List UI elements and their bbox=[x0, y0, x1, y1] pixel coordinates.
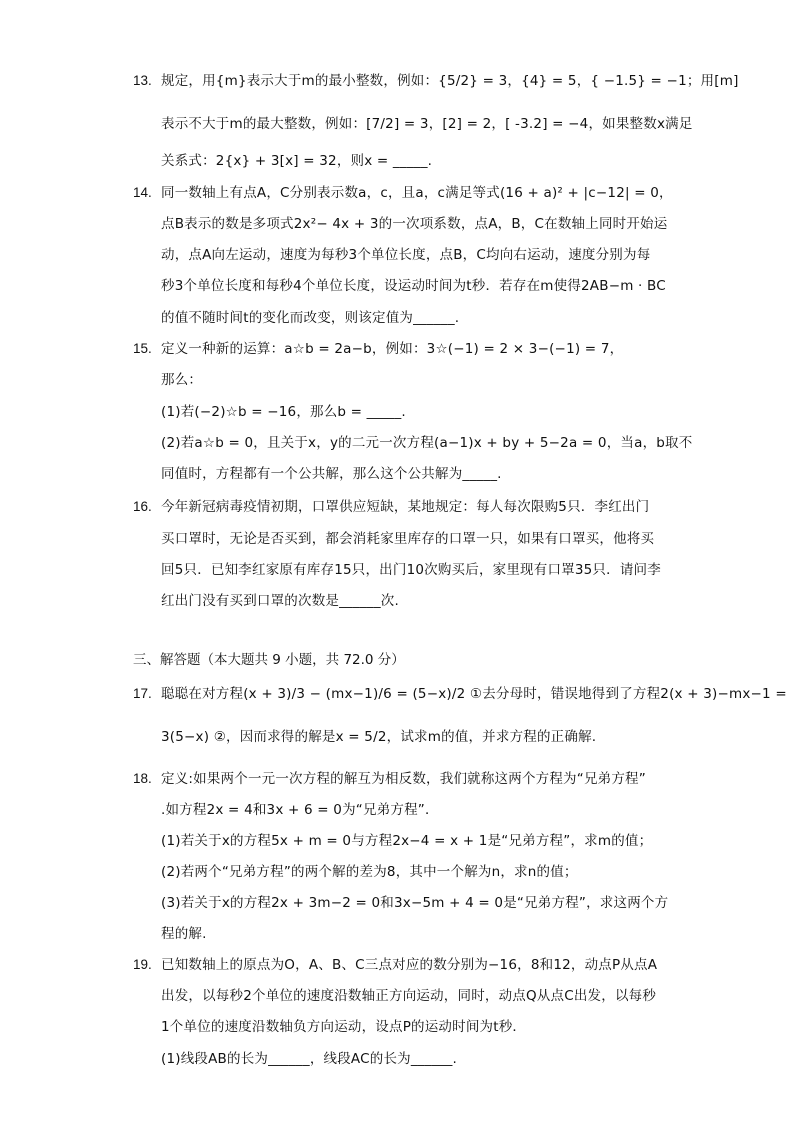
section-heading: 三、解答题（本大题共 9 小题，共 72.0 分） bbox=[133, 652, 405, 668]
problem-text-line: 秒3个单位长度和每秒4个单位长度，设运动时间为t秒．若存在m使得2AB−m · BC bbox=[161, 278, 666, 294]
problem-text-line: 同一数轴上有点A，C分别表示数a，c，且a，c满足等式(16 + a)² + |c−12| = 0， bbox=[161, 185, 673, 201]
problem-text-line: (2)若两个“兄弟方程”的两个解的差为8，其中一个解为n，求n的值； bbox=[161, 864, 578, 880]
problem-text-line: 买口罩时，无论是否买到，都会消耗家里库存的口罩一只，如果有口罩买，他将买 bbox=[161, 531, 655, 547]
problem-text-line: 1个单位的速度沿数轴负方向运动，设点P的运动时间为t秒． bbox=[161, 1019, 527, 1035]
problem-text-line: 定义一种新的运算：a☆b = 2a−b，例如：3☆(−1) = 2 × 3−(−1) = 7， bbox=[161, 341, 624, 357]
problem-text-line: 出发，以每秒2个单位的速度沿数轴正方向运动，同时，动点Q从点C出发，以每秒 bbox=[161, 988, 657, 1004]
problem-text-line: 动，点A向左运动，速度为每秒3个单位长度，点B，C均向右运动，速度分别为每 bbox=[161, 247, 651, 263]
problem-text-line: 回5只．已知李红家原有库存15只，出门10次购买后，家里现有口罩35只．请问李 bbox=[161, 562, 661, 578]
problem-text-line: 3(5−x) ②，因而求得的解是x = 5/2，试求m的值，并求方程的正确解. bbox=[161, 729, 597, 745]
problem-text-line: 关系式：2{x} + 3[x] = 32，则x = _____. bbox=[161, 153, 433, 169]
problem-text-line: 那么： bbox=[161, 372, 203, 388]
problem-text-line: 已知数轴上的原点为O，A、B、C三点对应的数分别为−16，8和12，动点P从点A bbox=[161, 957, 658, 973]
problem-text-line: (1)线段AB的长为______，线段AC的长为______. bbox=[161, 1051, 458, 1067]
problem-text-line: 表示不大于m的最大整数，例如：[7/2] = 3，[2] = 2，[ -3.2] = −4，如果整数x满足 bbox=[161, 116, 693, 132]
problem-number: 14. bbox=[133, 185, 152, 200]
problem-number: 16. bbox=[133, 499, 152, 514]
problem-number: 15. bbox=[133, 341, 152, 356]
problem-text-line: 同值时，方程都有一个公共解，那么这个公共解为_____. bbox=[161, 466, 502, 482]
problem-text-line: .如方程2x = 4和3x + 6 = 0为“兄弟方程”． bbox=[161, 802, 439, 818]
problem-text-line: 红出门没有买到口罩的次数是______次. bbox=[161, 593, 399, 609]
problem-text-line: 的值不随时间t的变化而改变，则该定值为______. bbox=[161, 310, 460, 326]
problem-number: 18. bbox=[133, 771, 152, 786]
problem-text-line: 程的解. bbox=[161, 926, 207, 942]
problem-text-line: (3)若关于x的方程2x + 3m−2 = 0和3x−5m + 4 = 0是“兄弟方程”，求这两个方 bbox=[161, 895, 669, 911]
problem-text-line: (2)若a☆b = 0，且关于x，y的二元一次方程(a−1)x + by + 5−2a = 0，当a，b取不 bbox=[161, 435, 693, 451]
problem-number: 19. bbox=[133, 957, 152, 972]
problem-text-line: (1)若关于x的方程5x + m = 0与方程2x−4 = x + 1是“兄弟方程”，求m的值； bbox=[161, 833, 653, 849]
problem-text-line: 点B表示的数是多项式2x²− 4x + 3的一次项系数，点A，B，C在数轴上同时开始运 bbox=[161, 216, 668, 232]
problem-text-line: 定义:如果两个一元一次方程的解互为相反数，我们就称这两个方程为“兄弟方程” bbox=[161, 771, 646, 787]
problem-text-line: 今年新冠病毒疫情初期，口罩供应短缺，某地规定：每人每次限购5只．李红出门 bbox=[161, 499, 650, 515]
problem-number: 13. bbox=[133, 73, 152, 88]
problem-text-line: 规定，用{m}表示大于m的最小整数，例如：{5/2} = 3，{4} = 5，{ −1.5} = −1；用[m] bbox=[161, 73, 739, 89]
problem-text-line: (1)若(−2)☆b = −16，那么b = _____. bbox=[161, 404, 406, 420]
problem-number: 17. bbox=[133, 686, 152, 701]
problem-text-line: 聪聪在对方程(x + 3)/3 − (mx−1)/6 = (5−x)/2 ①去分母时，错误地得到了方程2(x + 3)−mx−1 = bbox=[161, 686, 787, 702]
